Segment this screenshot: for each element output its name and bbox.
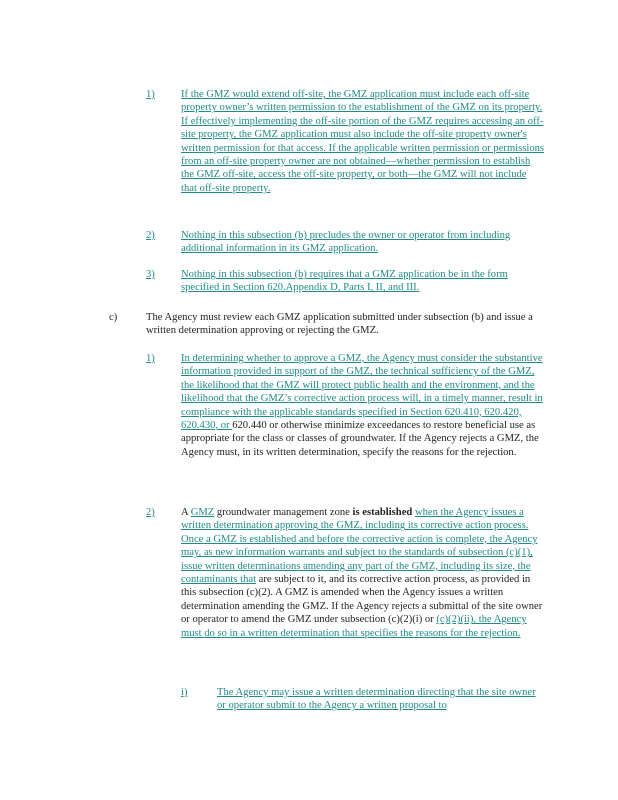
item-number: 1)	[146, 353, 155, 364]
item-number: 3)	[146, 269, 155, 280]
item-number: i)	[181, 687, 188, 698]
item-text: Nothing in this subsection (b) precludes the owner or operator from including additional information in its GMZ application.	[181, 230, 511, 255]
item-text: Nothing in this subsection (b) requires that a GMZ application be in the form specified in Section 620.Appendix D, Parts I, II, and III.	[181, 269, 508, 294]
item-number: 1)	[146, 89, 155, 100]
item-text: If the GMZ would extend off-site, the GMZ application must include each off-site property owner’s written permission to the establishment of the GMZ on its property. If effectively implementing the off-site portion of the GMZ requires accessing an off-site property, the GMZ application must also include the off-site property owner's written permission for that access. If the applicable written permission or permissions from an off-site property owner are not obtained—whether permission to establish the GMZ off-site, access the off-site property, or both—the GMZ will not include that off-site property.	[181, 89, 545, 194]
section-text: The Agency must review each GMZ application submitted under subsection (b) and issue a written determination approving or rejecting the GMZ.	[146, 312, 533, 337]
item-number: 2)	[146, 507, 155, 518]
item-text: In determining whether to approve a GMZ, the Agency must consider the substantive information provided in support of the GMZ, the technical sufficiency of the GMZ, the likelihood that the GMZ will protect public health and the environment, and the likelihood that the GMZ’s corrective action process will, in a timely manner, result in compliance with the applicable standards specified in Section 620.410, 620.420, 620.430, or 620.440 or otherwise minimize exceedances to restore beneficial use as appropriate for the class or classes of groundwater. If the Agency rejects a GMZ, the Agency must, in its written determination, specify the reasons for the rejection.	[181, 353, 543, 458]
item-text: The Agency may issue a written determination directing that the site owner or operator submit to the Agency a written proposal to	[217, 687, 536, 712]
section-letter: c)	[109, 312, 118, 323]
item-text: A GMZ groundwater management zone is established when the Agency issues a written determination approving the GMZ, including its corrective action process. Once a GMZ is established and before the corrective action is complete, the Agency may, as new information warrants and subject to the standards of subsection (c)(1), issue written determinations amending any part of the GMZ, including its size, the contaminants that are subject to it, and its corrective action process, as provided in this subsection (c)(2). A GMZ is amended when the Agency issues a written determination amending the GMZ. If the Agency rejects a submittal of the site owner or operator to amend the GMZ under subsection (c)(2)(i) or (c)(2)(ii), the Agency must do so in a written determination that specifies the reasons for the rejection.	[181, 507, 543, 639]
item-number: 2)	[146, 230, 155, 241]
